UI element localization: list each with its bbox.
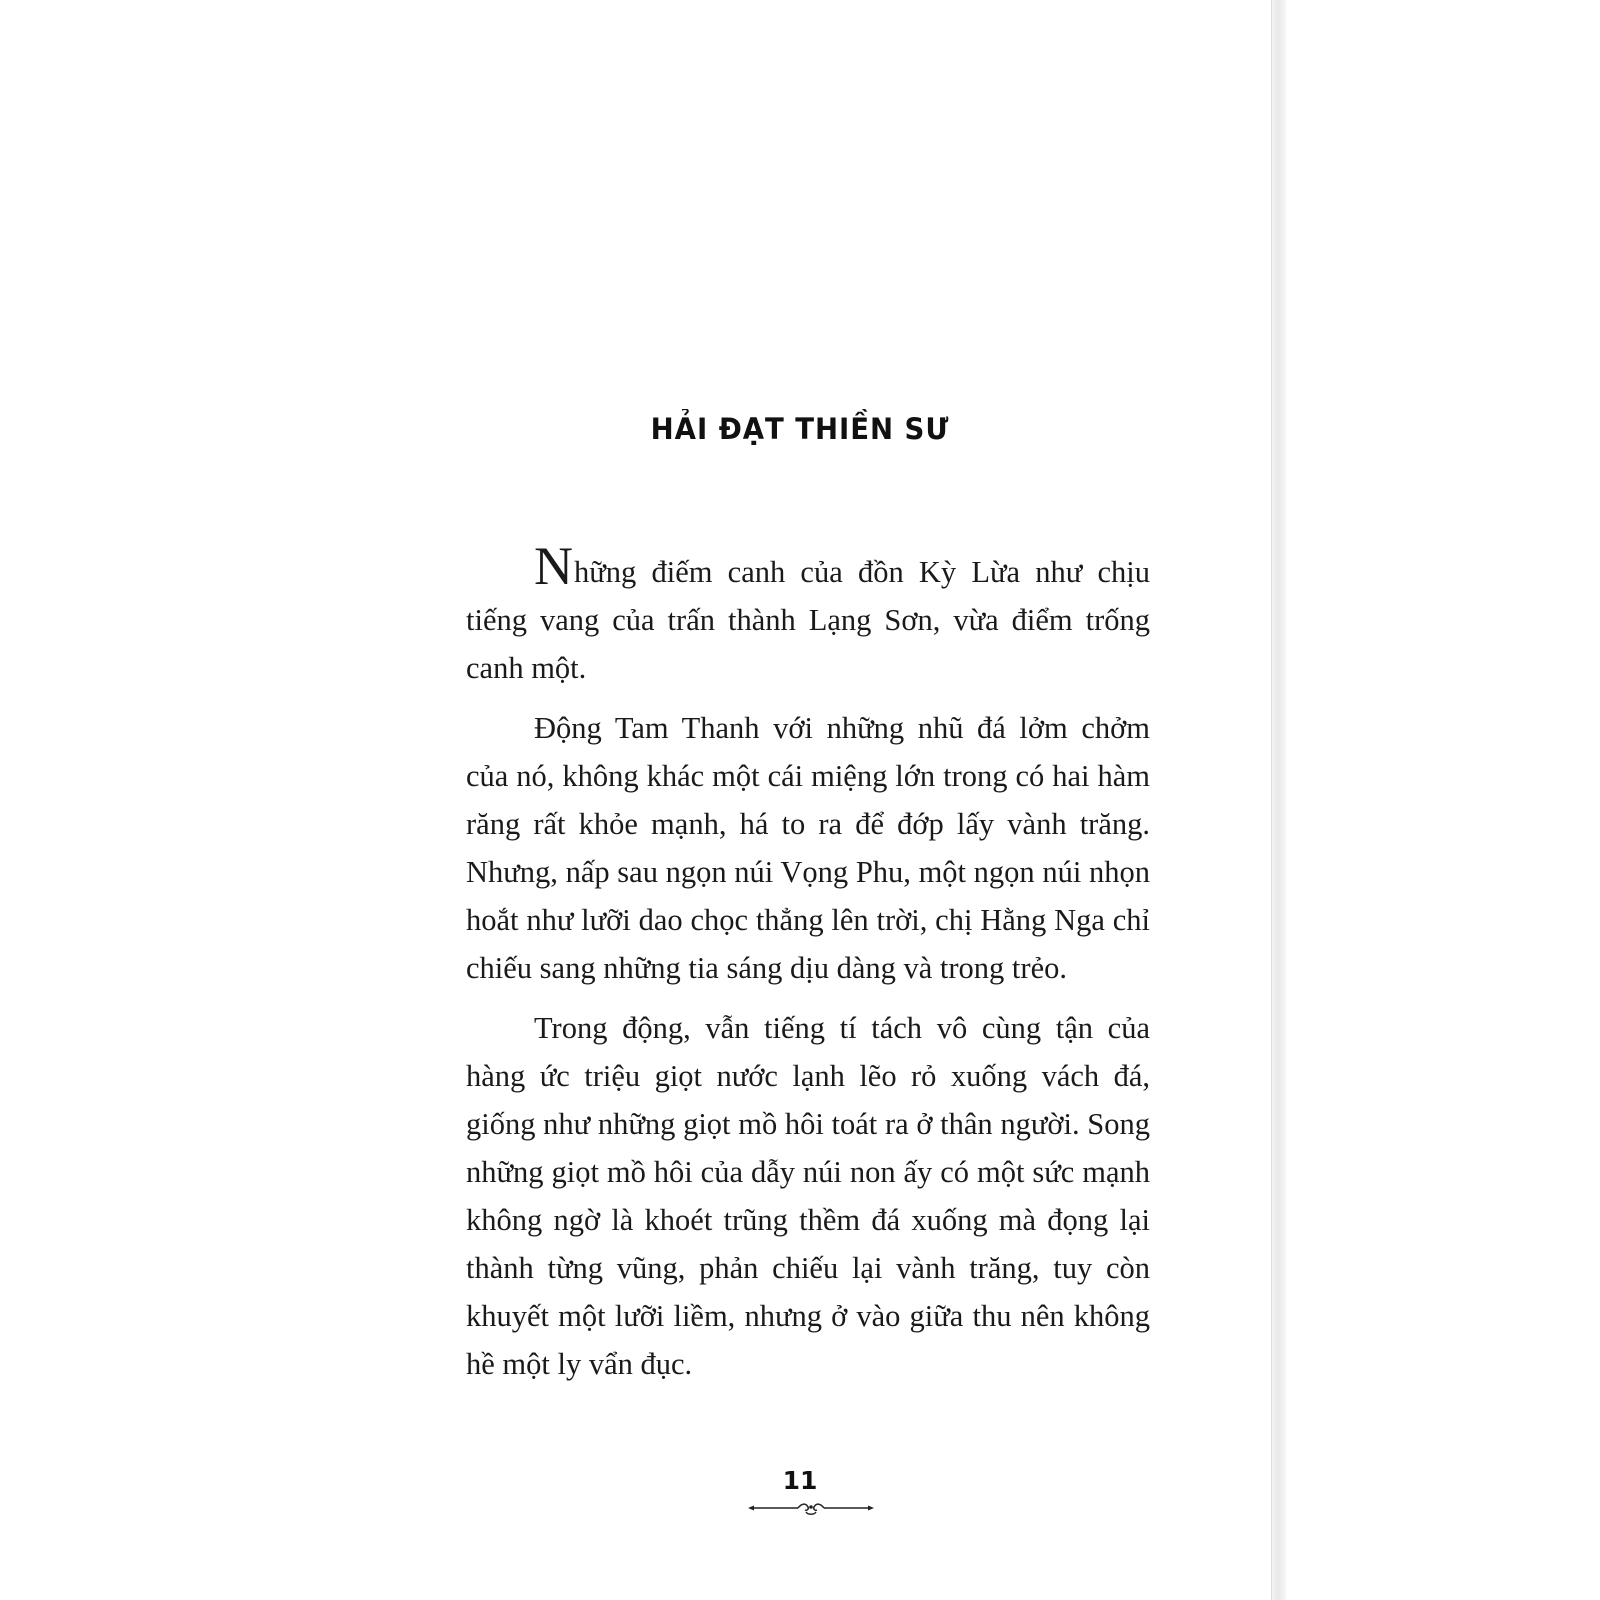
chapter-title: HẢI ĐẠT THIỀN SƯ [650, 412, 950, 446]
paragraph-3: Trong động, vẫn tiếng tí tách vô cùng tận của hàng ức triệu giọt nước lạnh lẽo rỏ xuống vách đá, giống như những giọt mồ hôi toát ra ở thân người. Song những giọt mồ hôi của dẫy núi non ấy có một sức mạnh không ngờ là khoét trũng thềm đá xuống mà đọng lại thành từng vũng, phản chiếu lại vành trăng, tuy còn khuyết một lưỡi liềm, nhưng ở vào giữa thu nên không hề một ly vẩn đục. [466, 1011, 1150, 1381]
page-edge-shadow [1272, 0, 1286, 1600]
ornament-divider-icon [748, 1500, 874, 1516]
paragraph-1-text: hững điếm canh của đồn Kỳ Lừa như chịu tiếng vang của trấn thành Lạng Sơn, vừa điểm trống canh một. [466, 555, 1150, 685]
drop-initial: N [534, 536, 573, 596]
paragraph-2: Động Tam Thanh với những nhũ đá lởm chởm của nó, không khác một cái miệng lớn trong có hai hàm răng rất khỏe mạnh, há to ra để đớp lấy vành trăng. Nhưng, nấp sau ngọn núi Vọng Phu, một ngọn núi nhọn hoắt như lưỡi dao chọc thẳng lên trời, chị Hằng Nga chỉ chiếu sang những tia sáng dịu dàng và trong trẻo. [466, 711, 1150, 985]
page-number: 11 [782, 1466, 818, 1495]
paragraph-1 [466, 536, 1150, 692]
body-text [466, 536, 1150, 1400]
